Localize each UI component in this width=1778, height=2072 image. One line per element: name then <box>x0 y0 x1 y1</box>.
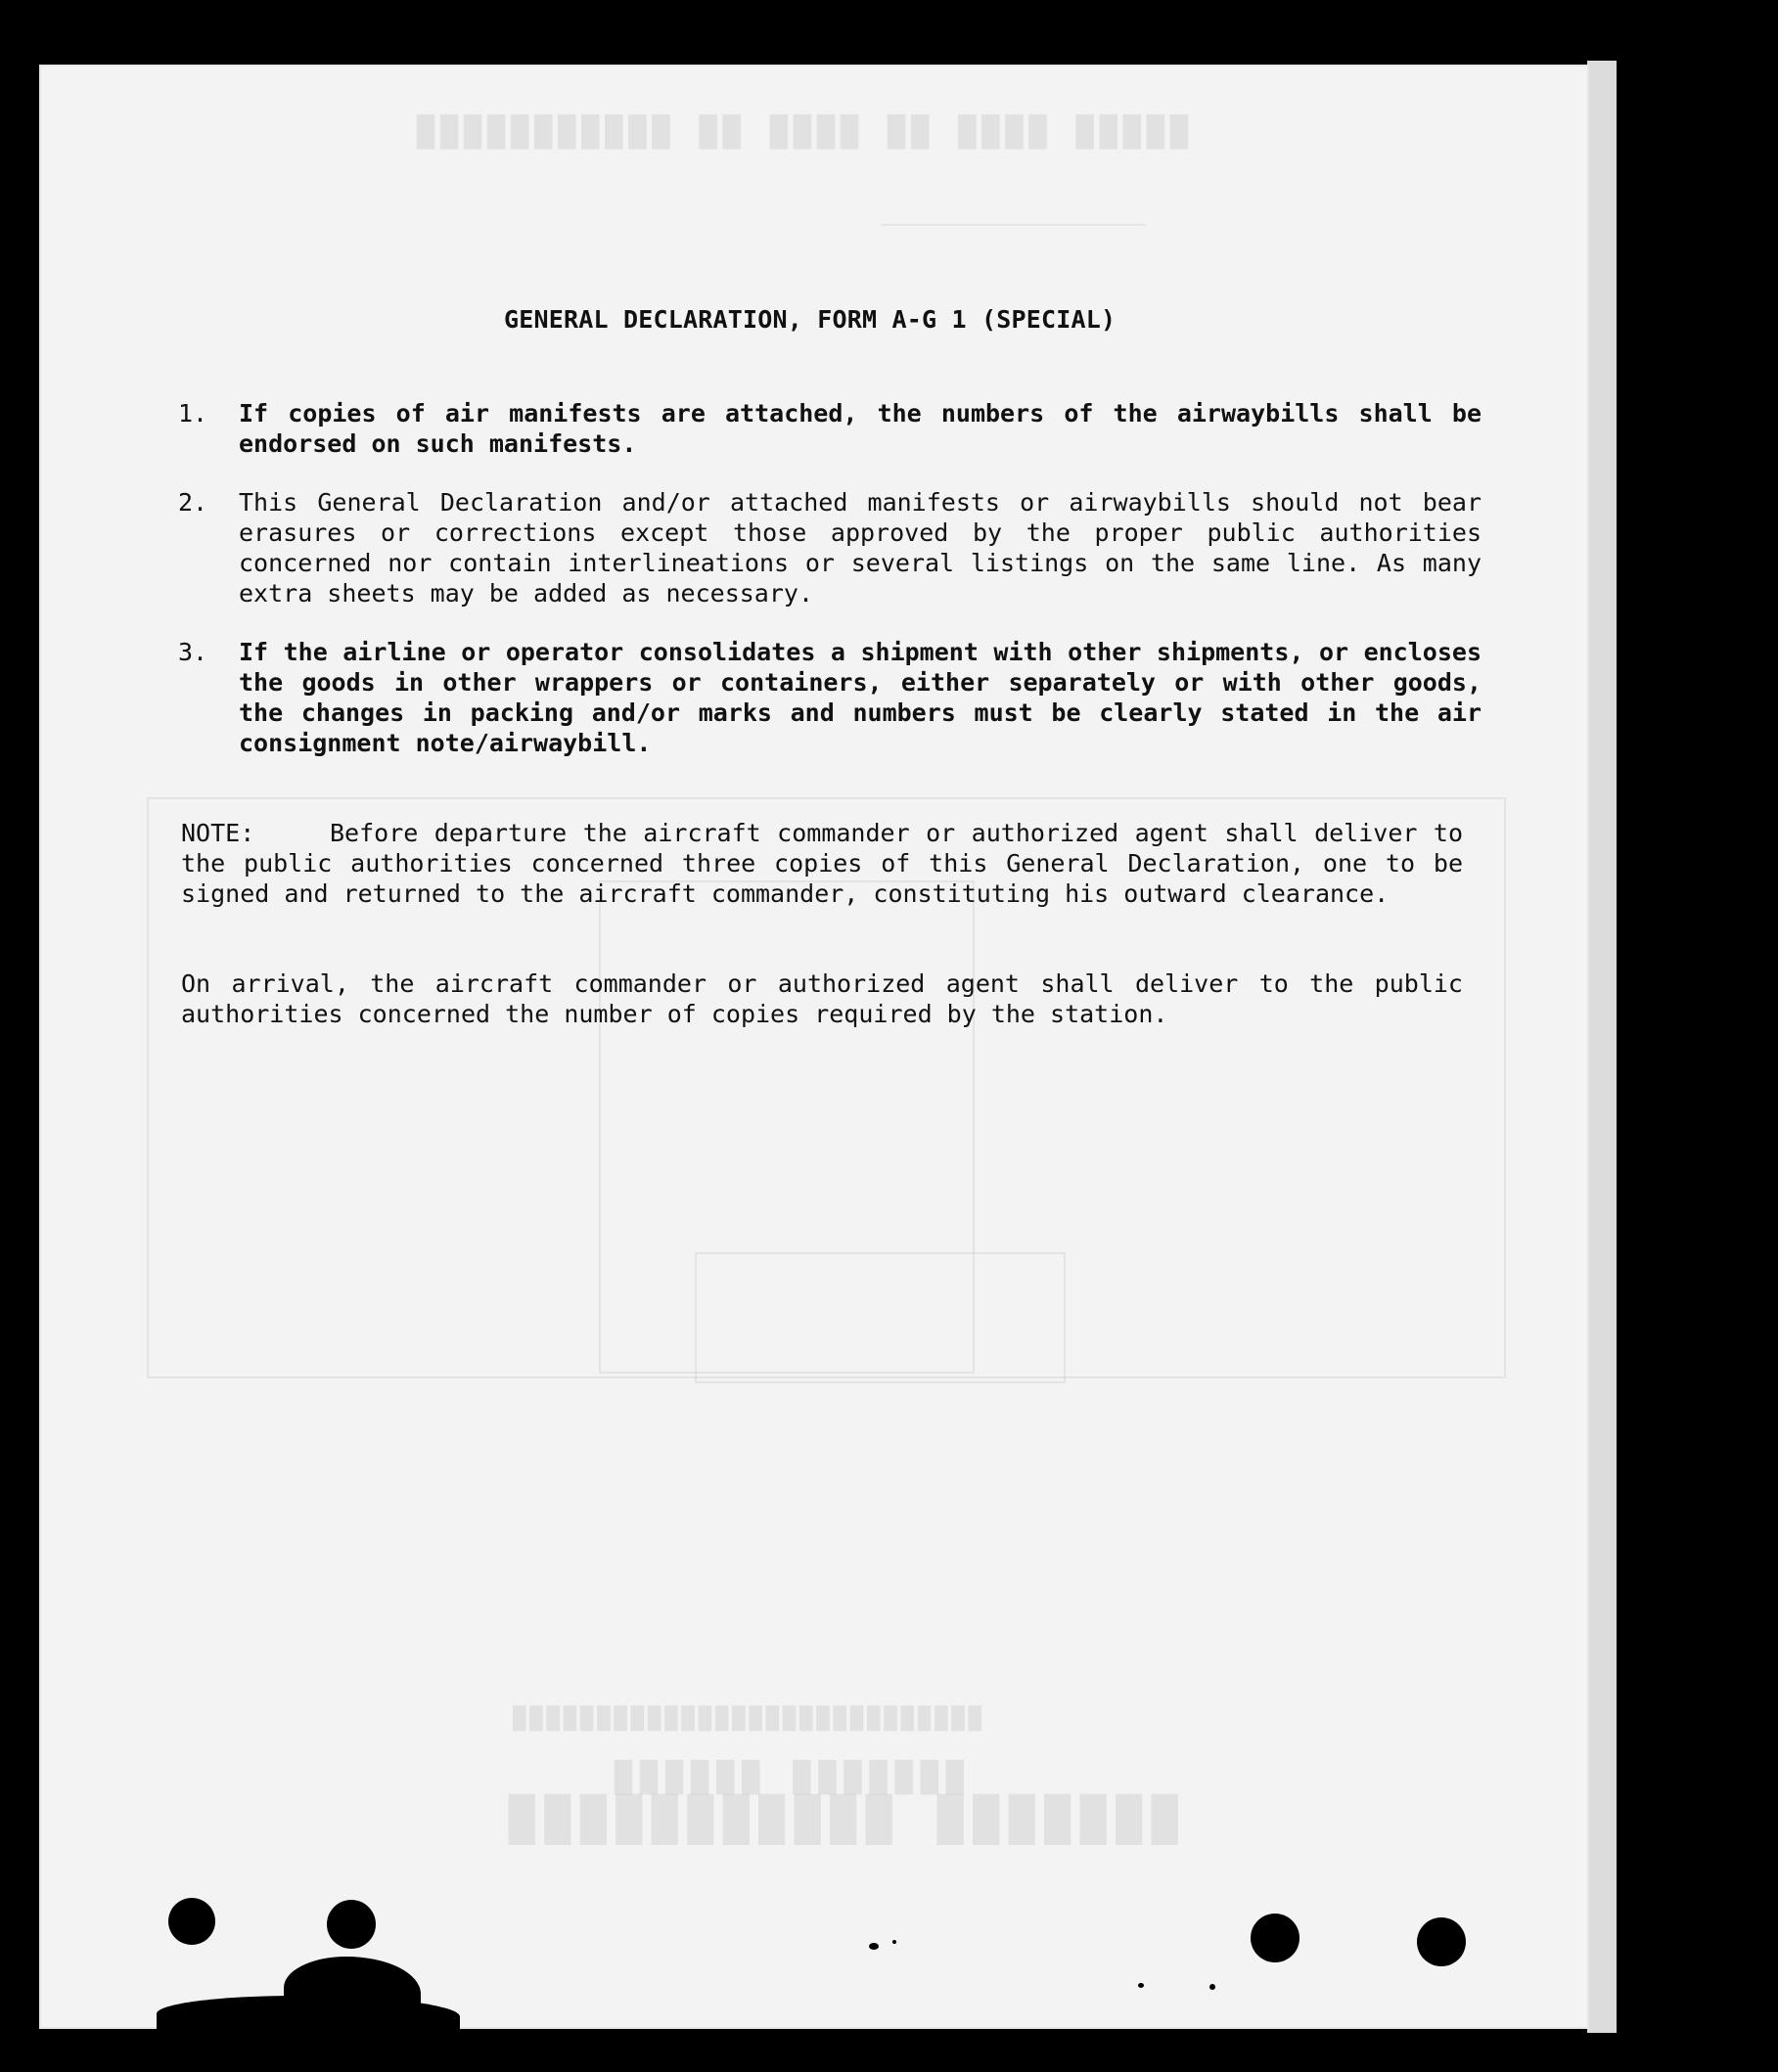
note-paragraph <box>181 818 1463 909</box>
punch-hole <box>168 1898 215 1945</box>
speck <box>892 1940 896 1944</box>
bleed-through-footer2: ███████ ██████ <box>607 1761 964 1795</box>
speck <box>869 1943 879 1950</box>
bleed-through-footer: ███████ ███████████ <box>499 1795 1178 1845</box>
document-title: GENERAL DECLARATION, FORM A-G 1 (SPECIAL) <box>504 305 1117 334</box>
item-number: 1. <box>178 399 208 428</box>
speck <box>1738 45 1743 50</box>
list-item <box>178 637 1480 758</box>
arrival-paragraph: On arrival, the aircraft commander or authorized agent shall deliver to the public authorities concerned the number of copies required by the station. <box>181 969 1463 1028</box>
note-text: Before departure the aircraft commander or authorized agent shall deliver to the public authorities concerned three copies of this General Declaration, one to be signed and returned to the aircraft commander, constituting his outward clearance. <box>181 819 1463 908</box>
speck <box>1138 1983 1144 1988</box>
item-number: 2. <box>178 488 208 517</box>
speck <box>1746 861 1750 865</box>
bleed-through-line: ───────────────────────── <box>881 215 1146 236</box>
bleed-through-heading: █████ ████ ██ ████ ██ ███████████ <box>411 115 1189 150</box>
bleed-through-table-col2 <box>695 1252 1066 1383</box>
item-text: This General Declaration and/or attached manifests or airwaybills should not bear erasures or corrections except those approved by the proper public authorities concerned nor contain interlineations or several listings on the same line. As many extra sheets may be added as necessary. <box>239 488 1482 608</box>
item-number: 3. <box>178 638 208 666</box>
item-text: If the airline or operator consolidates a shipment with other shipments, or encloses the goods in other wrappers or containers, either separately or with other goods, the changes in packing and/or marks and numbers must be clearly stated in the air consignment note/airwaybill. <box>239 638 1482 757</box>
speck <box>1209 1984 1215 1990</box>
punch-hole <box>1251 1914 1299 1962</box>
item-text: If copies of air manifests are attached, the numbers of the airwaybills shall be endorsed on such manifests. <box>239 399 1482 458</box>
bleed-through-footer3: ████████████████████████████ <box>509 1707 981 1732</box>
punch-hole <box>327 1900 376 1949</box>
punch-hole <box>1417 1917 1466 1966</box>
paper-edge <box>1587 61 1617 2033</box>
list-item <box>178 487 1480 608</box>
list-item <box>178 398 1480 459</box>
note-label: NOTE: <box>181 819 255 847</box>
